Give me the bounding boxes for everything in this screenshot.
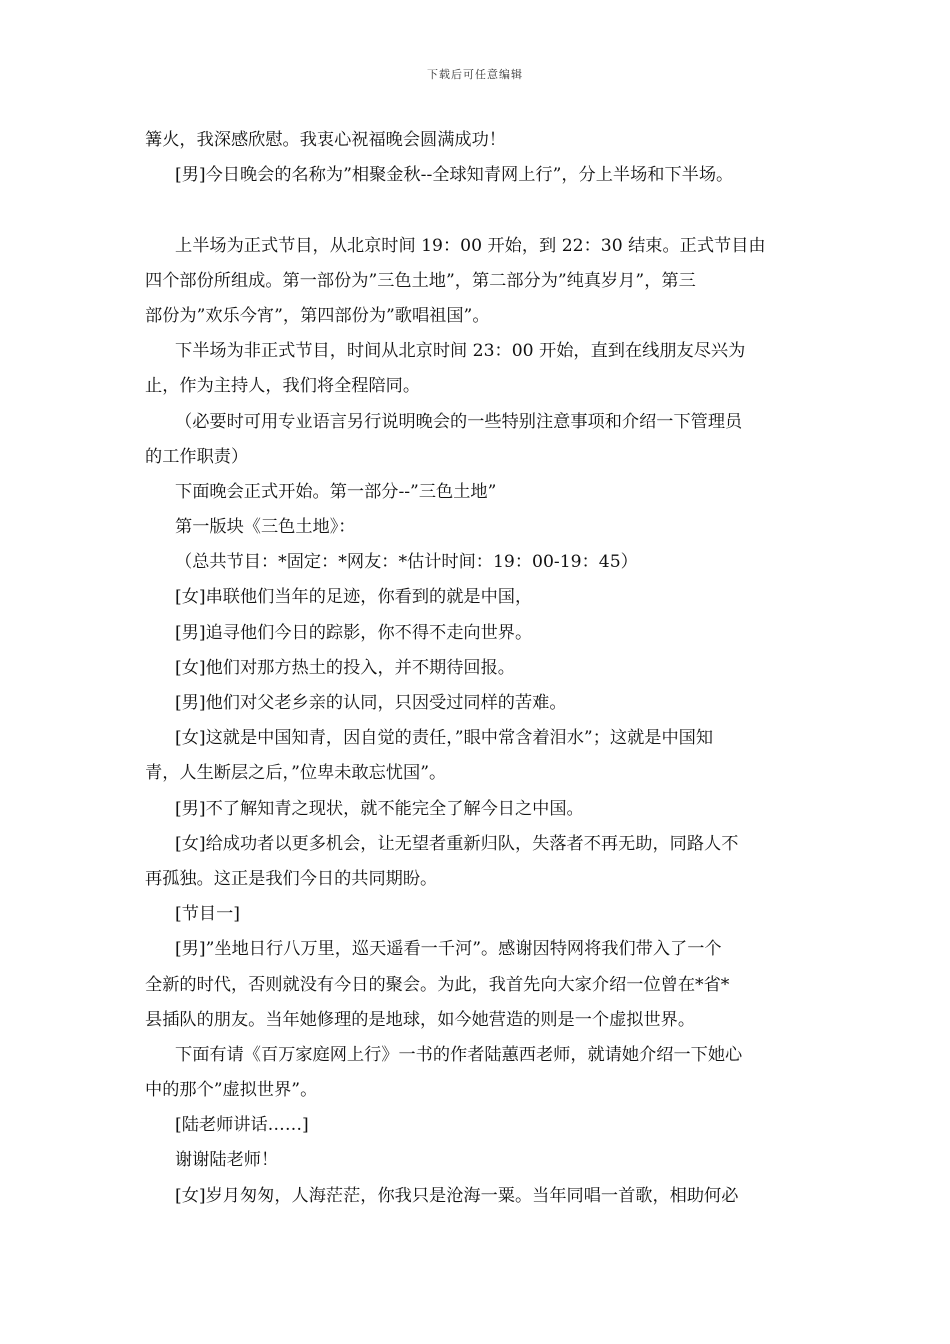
paragraph-line: 全新的时代，否则就没有今日的聚会。为此，我首先向大家介绍一位曾在*省* (145, 974, 730, 995)
page-header-note: 下载后可任意编辑 (427, 68, 523, 81)
paragraph-line: 青，人生断层之后，”位卑未敢忘忧国”。 (145, 763, 447, 784)
paragraph-line: （必要时可用专业语言另行说明晚会的一些特别注意事项和介绍一下管理员 (175, 411, 743, 432)
paragraph-line: [男]他们对父老乡亲的认同，只因受过同样的苦难。 (175, 693, 567, 713)
paragraph-line: [女]岁月匆匆，人海茫茫，你我只是沧海一粟。当年同唱一首歌，相助何必 (175, 1185, 739, 1206)
paragraph-line: 的工作职责） (145, 446, 249, 467)
blank-line (145, 193, 825, 228)
paragraph-line: [女]他们对那方热土的投入，并不期待回报。 (175, 657, 515, 678)
paragraph-line: [男]”坐地日行八万里，巡天遥看一千河”。感谢因特网将我们带入了一个 (175, 939, 722, 960)
paragraph-line: 四个部份所组成。第一部份为”三色土地”，第二部分为”纯真岁月”，第三 (145, 270, 696, 291)
paragraph-line: 下面有请《百万家庭网上行》一书的作者陆蕙西老师，就请她介绍一下她心 (175, 1044, 743, 1065)
paragraph-line: 中的那个”虚拟世界”。 (145, 1080, 318, 1101)
paragraph-line: [陆老师讲话……] (175, 1115, 309, 1136)
paragraph-line: [男]不了解知青之现状，就不能完全了解今日之中国。 (175, 798, 584, 819)
paragraph-line: （总共节目：*固定：*网友：*估计时间：19：00-19：45） (175, 552, 638, 573)
paragraph-line: [男]追寻他们今日的踪影，你不得不走向世界。 (175, 622, 533, 643)
paragraph-line: [女]这就是中国知青，因自觉的责任，”眼中常含着泪水”；这就是中国知 (175, 728, 714, 749)
paragraph-line: 止，作为主持人，我们将全程陪同。 (145, 376, 421, 397)
paragraph-line: 县插队的朋友。当年她修理的是地球，如今她营造的则是一个虚拟世界。 (145, 1009, 696, 1030)
paragraph-line: 篝火，我深感欣慰。我衷心祝福晚会圆满成功！ (145, 130, 506, 150)
paragraph-line: [节目一] (175, 904, 240, 925)
paragraph-line: 上半场为正式节目，从北京时间 19：00 开始，到 22：30 结束。正式节目由 (175, 235, 766, 256)
paragraph-line: 下半场为非正式节目，时间从北京时间 23：00 开始，直到在线朋友尽兴为 (175, 341, 746, 362)
paragraph-line: 再孤独。这正是我们今日的共同期盼。 (145, 868, 438, 889)
paragraph-line: [男]今日晚会的名称为”相聚金秋--全球知青网上行”，分上半场和下半场。 (175, 165, 734, 186)
paragraph-line: [女]给成功者以更多机会，让无望者重新归队，失落者不再无助，同路人不 (175, 833, 739, 854)
paragraph-line: 谢谢陆老师！ (175, 1150, 279, 1171)
paragraph-line: 第一版块《三色土地》： (175, 517, 356, 538)
document-body (145, 123, 825, 1214)
paragraph-line: 下面晚会正式开始。第一部分--”三色土地” (175, 481, 497, 502)
paragraph-line: 部份为”欢乐今宵”，第四部份为”歌唱祖国”。 (145, 305, 490, 326)
paragraph-line: [女]串联他们当年的足迹，你看到的就是中国， (175, 587, 533, 608)
